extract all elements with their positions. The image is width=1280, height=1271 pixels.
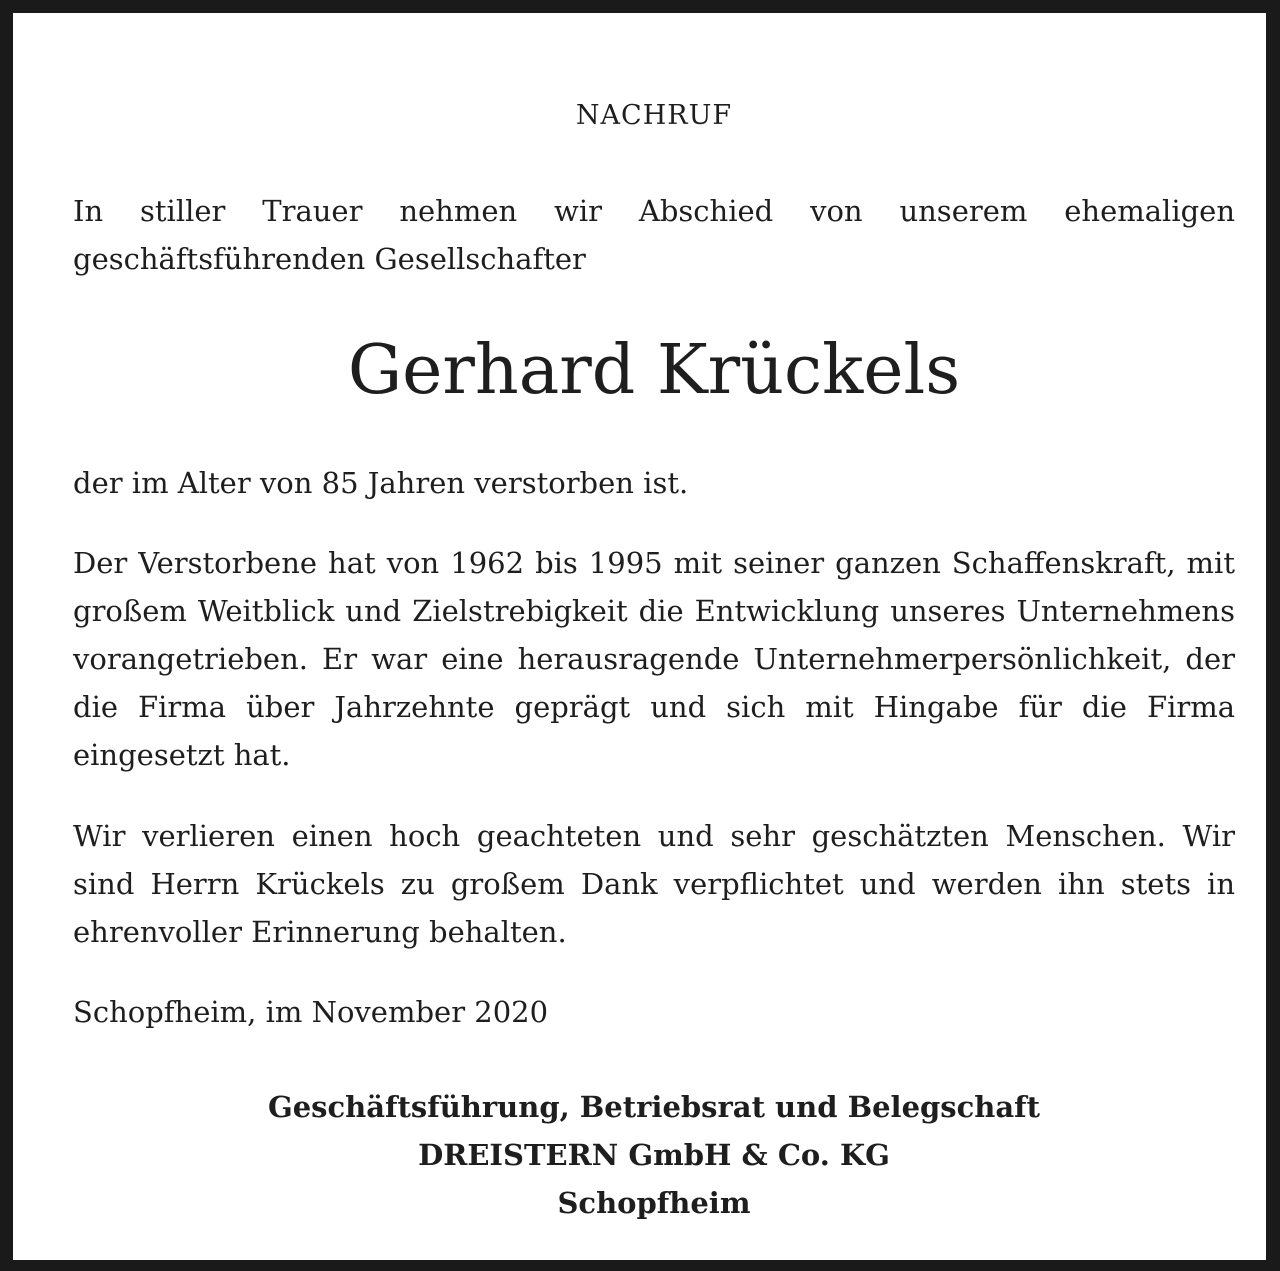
signature-line-3: Schopfheim: [557, 1186, 751, 1220]
signature-line-2: DREISTERN GmbH & Co. KG: [418, 1138, 890, 1172]
deceased-name: Gerhard Krückels: [347, 331, 961, 410]
tribute-paragraph: Der Verstorbene hat von 1962 bis 1995 mit seiner ganzen Schaffenskraft, mit großem Weitblick und Zielstrebigkeit die Entwicklung unseres Unternehmens vorangetrieben. Er war eine herausragende Unternehmerpersönlichkeit, der die Firma über Jahrzehnte geprägt und sich mit Hingabe für die Firma eingesetzt hat.: [73, 546, 1235, 772]
intro-paragraph: In stiller Trauer nehmen wir Abschied von unserem ehemaligen geschäftsführenden Gesellschafter: [73, 194, 1235, 276]
age-line: der im Alter von 85 Jahren verstorben ist.: [73, 466, 689, 500]
place-date: Schopfheim, im November 2020: [73, 995, 549, 1029]
heading: NACHRUF: [575, 100, 733, 131]
signature-block: [73, 1083, 1235, 1227]
signature-line-1: Geschäftsführung, Betriebsrat und Belegschaft: [267, 1090, 1041, 1124]
closing-paragraph: Wir verlieren einen hoch geachteten und sehr geschätzten Menschen. Wir sind Herrn Krückels zu großem Dank verpflichtet und werden ihn stets in ehrenvoller Erinnerung behalten.: [73, 819, 1235, 949]
